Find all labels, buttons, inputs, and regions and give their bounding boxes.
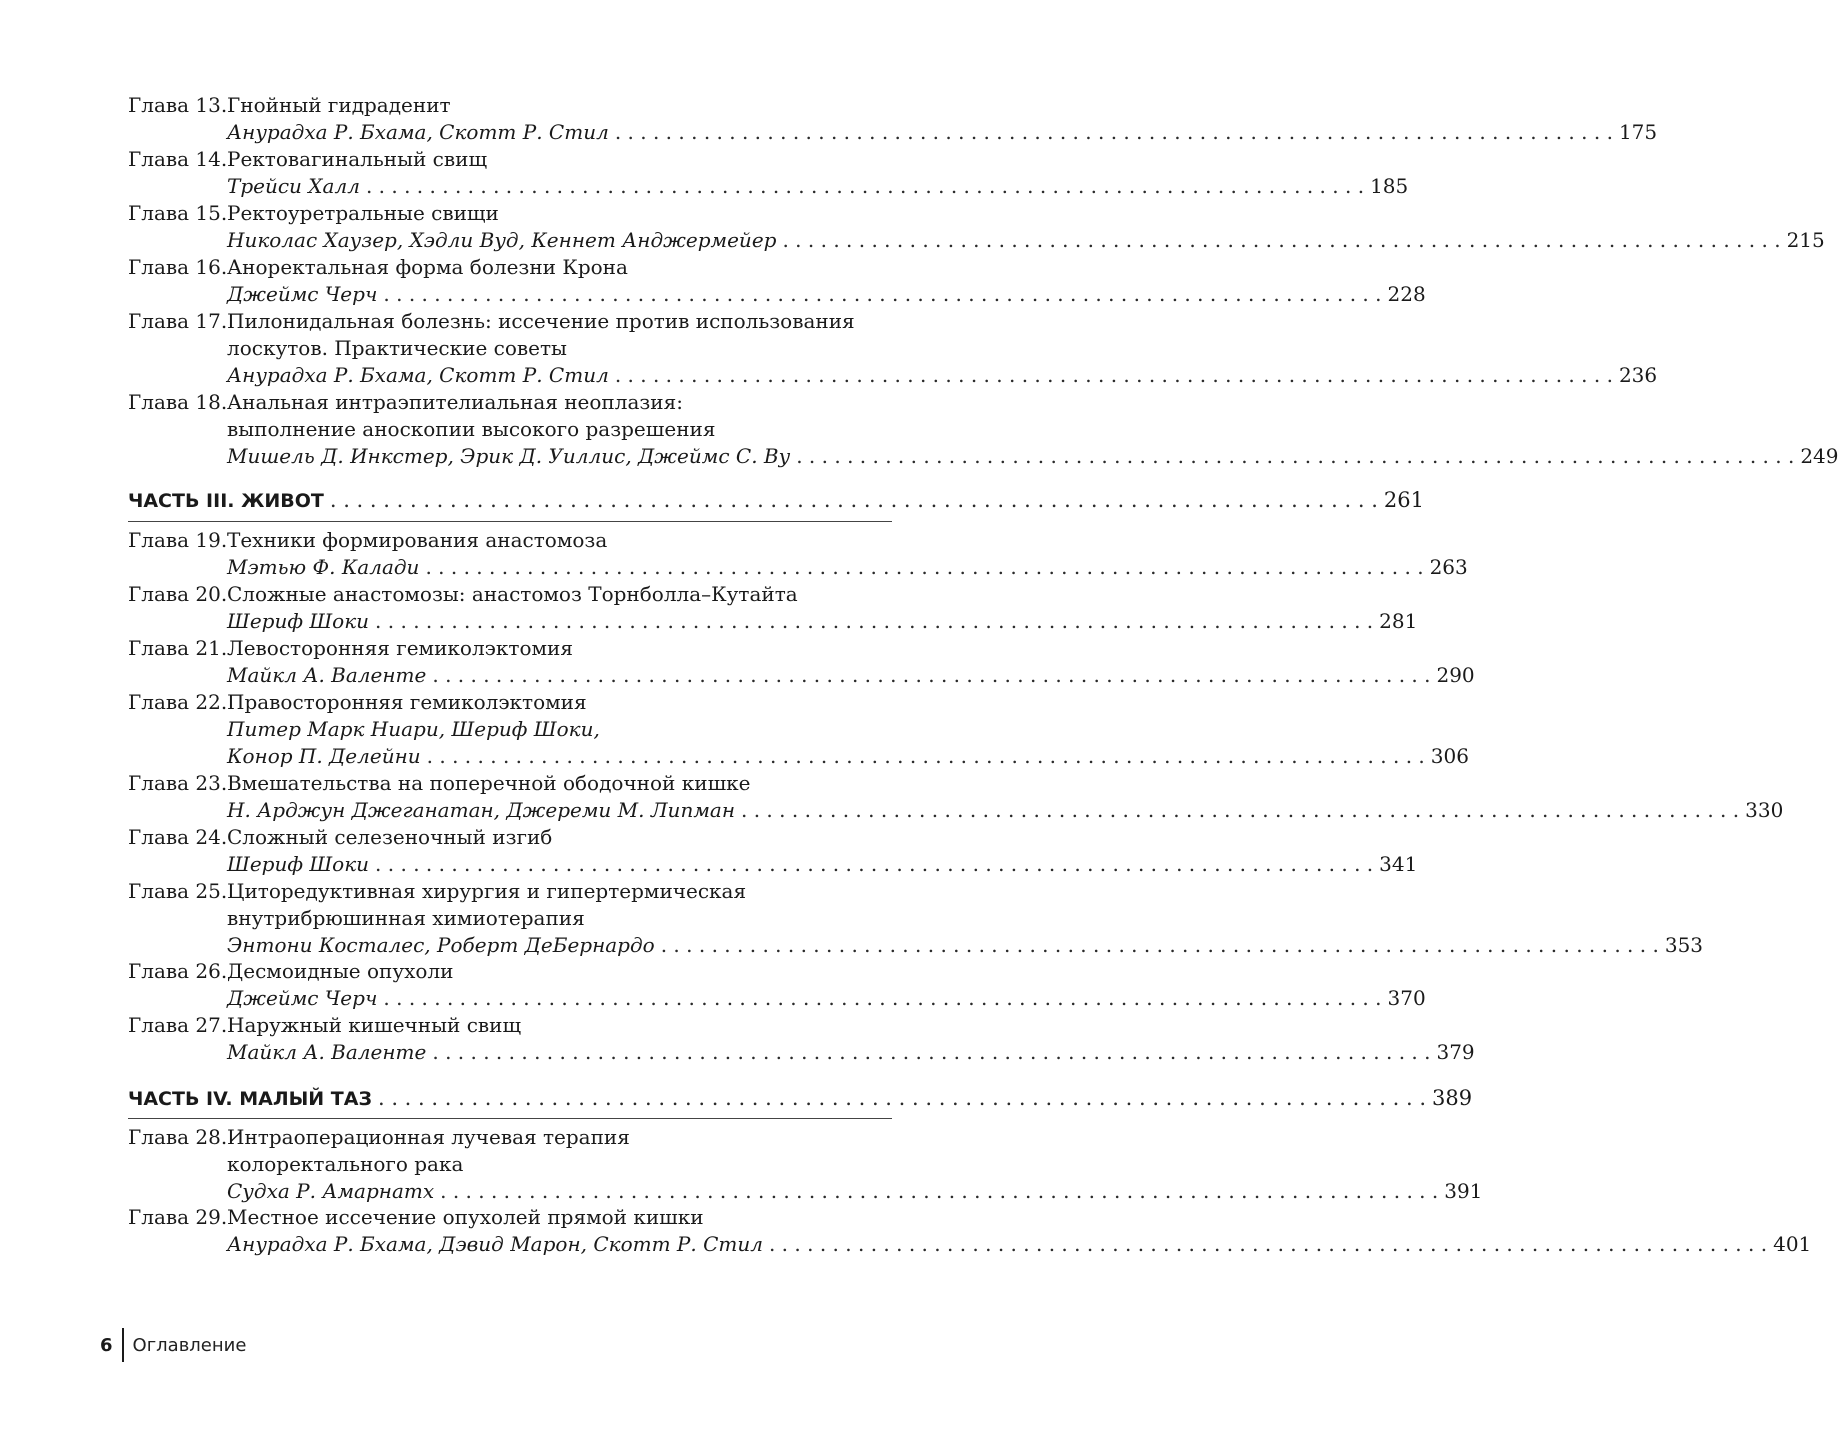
chapter-authors: Энтони Косталес, Роберт ДеБернардо [227,933,655,957]
dot-leader: . . . . . . . . . . . . . . . . . . . . . . . . . . . . . . . . . . . . . . . . . . . . . . . . . . . . . . . . . . . . . . . . . . . . . . . . . . . . . . . [796,444,1795,468]
page-number: 228 [1387,282,1426,306]
chapter-heading [128,958,892,985]
chapter-label: Глава 27. [128,1013,228,1037]
part-line [128,1083,1473,1113]
chapter-authors: Шериф Шоки [227,609,370,633]
chapter-authors: Джеймс Черч [227,986,378,1010]
chapter-label: Глава 24. [128,825,228,849]
part-divider [128,1118,892,1119]
page-number: 341 [1379,852,1418,876]
dot-leader: . . . . . . . . . . . . . . . . . . . . . . . . . . . . . . . . . . . . . . . . . . . . . . . . . . . . . . . . . . . . . . . . . . . . . . . . . . . . . . . [375,852,1374,876]
page-number: 391 [1444,1179,1483,1203]
dot-leader: . . . . . . . . . . . . . . . . . . . . . . . . . . . . . . . . . . . . . . . . . . . . . . . . . . . . . . . . . . . . . . . . . . . . . . . . . . . . . . . [426,744,1425,768]
page-number: 401 [1773,1232,1812,1256]
page-number: 185 [1370,174,1409,198]
chapter-title: Интраоперационная лучевая терапия [227,1125,630,1149]
dot-leader: . . . . . . . . . . . . . . . . . . . . . . . . . . . . . . . . . . . . . . . . . . . . . . . . . . . . . . . . . . . . . . . . . . . . . . . . . . . . . . . [440,1179,1439,1203]
author-line [227,1231,1812,1258]
chapter-label: Глава 13. [128,93,228,117]
chapter-heading [128,1012,892,1039]
page-number: 281 [1379,609,1418,633]
chapter-title: Местное иссечение опухолей прямой кишки [227,1205,704,1229]
chapter-title: Вмешательства на поперечной ободочной кишке [227,771,751,795]
page-number: 389 [1432,1086,1473,1110]
dot-leader: . . . . . . . . . . . . . . . . . . . . . . . . . . . . . . . . . . . . . . . . . . . . . . . . . . . . . . . . . . . . . . . . . . . . . . . . . . . . . . . [432,663,1431,687]
chapter-heading [128,254,892,281]
author-line [227,985,1426,1012]
author-line [227,554,1468,581]
chapter-title-continuation: внутрибрюшинная химиотерапия [227,906,585,930]
chapter-authors: Николас Хаузер, Хэдли Вуд, Кеннет Анджермейер [227,228,777,252]
page-number: 290 [1436,663,1475,687]
chapter-authors: Мэтью Ф. Калади [227,555,420,579]
author-line [227,227,1825,254]
dot-leader: . . . . . . . . . . . . . . . . . . . . . . . . . . . . . . . . . . . . . . . . . . . . . . . . . . . . . . . . . . . . . . . . . . . . . . . . . . . . . . . [329,488,1378,512]
chapter-title: Левосторонняя гемиколэктомия [227,636,573,660]
chapter-authors-first-line: Питер Марк Ниари, Шериф Шоки, [227,717,600,741]
page-number: 370 [1387,986,1426,1010]
author-line [227,119,1658,146]
chapter-title: Гнойный гидраденит [227,93,451,117]
chapter-label: Глава 22. [128,690,228,714]
author-line [227,281,1426,308]
dot-leader: . . . . . . . . . . . . . . . . . . . . . . . . . . . . . . . . . . . . . . . . . . . . . . . . . . . . . . . . . . . . . . . . . . . . . . . . . . . . . . . [768,1232,1768,1256]
chapter-heading [128,200,892,227]
chapter-label: Глава 26. [128,959,228,983]
author-line [227,797,1784,824]
chapter-label: Глава 19. [128,528,228,552]
chapter-title: Циторедуктивная хирургия и гипертермическая [227,879,747,903]
author-line [227,1039,1475,1066]
footer-page-number: 6 [100,1334,113,1356]
dot-leader: . . . . . . . . . . . . . . . . . . . . . . . . . . . . . . . . . . . . . . . . . . . . . . . . . . . . . . . . . . . . . . . . . . . . . . . . . . . . . . . [782,228,1781,252]
chapter-label: Глава 21. [128,636,228,660]
chapter-title: Правосторонняя гемиколэктомия [227,690,587,714]
page-number: 379 [1436,1040,1475,1064]
page-number: 353 [1664,933,1704,957]
chapter-authors: Анурадха Р. Бхама, Скотт Р. Стил [227,120,609,144]
author-line [227,1178,1483,1205]
chapter-authors: Мишель Д. Инкстер, Эрик Д. Уиллис, Джеймс С. Ву [227,444,791,468]
chapter-heading [128,689,892,716]
chapter-heading [128,527,892,554]
chapter-heading [128,389,892,416]
footer-section-title: Оглавление [132,1334,247,1356]
dot-leader: . . . . . . . . . . . . . . . . . . . . . . . . . . . . . . . . . . . . . . . . . . . . . . . . . . . . . . . . . . . . . . . . . . . . . . . . . . . . . . . [660,933,1659,957]
dot-leader: . . . . . . . . . . . . . . . . . . . . . . . . . . . . . . . . . . . . . . . . . . . . . . . . . . . . . . . . . . . . . . . . . . . . . . . . . . . . . . . [383,986,1382,1010]
chapter-heading [128,635,892,662]
chapter-heading [128,878,892,905]
chapter-label: Глава 23. [128,771,228,795]
chapter-label: Глава 14. [128,147,228,171]
author-line [227,173,1409,200]
chapter-label: Глава 16. [128,255,228,279]
author-line [227,743,1469,770]
page-number: 175 [1618,120,1658,144]
chapter-label: Глава 20. [128,582,228,606]
author-line [227,851,1418,878]
dot-leader: . . . . . . . . . . . . . . . . . . . . . . . . . . . . . . . . . . . . . . . . . . . . . . . . . . . . . . . . . . . . . . . . . . . . . . . . . . . . . . . [425,555,1424,579]
chapter-title: Техники формирования анастомоза [227,528,608,552]
part-divider [128,521,892,522]
chapter-authors: Трейси Халл [227,174,360,198]
chapter-title: Ректовагинальный свищ [227,147,488,171]
chapter-heading [128,1124,892,1151]
chapter-title: Десмоидные опухоли [227,959,454,983]
page-number: 249 [1800,444,1839,468]
page-number: 306 [1430,744,1469,768]
page-number: 261 [1383,488,1424,512]
chapter-label: Глава 29. [128,1205,228,1229]
author-line [227,662,1475,689]
author-line [227,608,1418,635]
chapter-authors: Анурадха Р. Бхама, Скотт Р. Стил [227,363,609,387]
page-number: 330 [1745,798,1784,822]
page-number: 263 [1429,555,1468,579]
chapter-title-continuation: колоректального рака [227,1152,464,1176]
dot-leader: . . . . . . . . . . . . . . . . . . . . . . . . . . . . . . . . . . . . . . . . . . . . . . . . . . . . . . . . . . . . . . . . . . . . . . . . . . . . . . . [365,174,1365,198]
chapter-title-continuation: лоскутов. Практические советы [227,336,567,360]
author-line [227,443,1839,470]
page-number: 215 [1786,228,1825,252]
chapter-heading [128,92,892,119]
part-line [128,485,1424,515]
chapter-title: Ректоуретральные свищи [227,201,499,225]
dot-leader: . . . . . . . . . . . . . . . . . . . . . . . . . . . . . . . . . . . . . . . . . . . . . . . . . . . . . . . . . . . . . . . . . . . . . . . . . . . . . . . [432,1040,1431,1064]
chapter-heading [128,1204,892,1231]
chapter-title-continuation: выполнение аноскопии высокого разрешения [227,417,716,441]
chapter-title: Аноректальная форма болезни Крона [227,255,628,279]
part-title: ЧАСТЬ IV. МАЛЫЙ ТАЗ [128,1088,372,1110]
chapter-authors: Анурадха Р. Бхама, Дэвид Марон, Скотт Р. Стил [227,1232,763,1256]
chapter-heading [128,824,892,851]
chapter-title: Анальная интраэпителиальная неоплазия: [227,390,683,414]
chapter-authors: Майкл А. Валенте [227,663,427,687]
chapter-label: Глава 15. [128,201,228,225]
dot-leader: . . . . . . . . . . . . . . . . . . . . . . . . . . . . . . . . . . . . . . . . . . . . . . . . . . . . . . . . . . . . . . . . . . . . . . . . . . . . . . . [614,363,1613,387]
chapter-title: Пилонидальная болезнь: иссечение против использования [227,309,855,333]
chapter-heading [128,581,892,608]
chapter-heading [128,308,892,335]
chapter-title: Сложные анастомозы: анастомоз Торнболла–Кутайта [227,582,798,606]
chapter-authors: Шериф Шоки [227,852,370,876]
dot-leader: . . . . . . . . . . . . . . . . . . . . . . . . . . . . . . . . . . . . . . . . . . . . . . . . . . . . . . . . . . . . . . . . . . . . . . . . . . . . . . . [377,1086,1427,1110]
chapter-label: Глава 17. [128,309,228,333]
chapter-authors: Н. Арджун Джеганатан, Джереми М. Липман [227,798,735,822]
chapter-authors: Майкл А. Валенте [227,1040,427,1064]
chapter-label: Глава 28. [128,1125,228,1149]
chapter-authors: Джеймс Черч [227,282,378,306]
page-number: 236 [1618,363,1658,387]
chapter-title: Наружный кишечный свищ [227,1013,522,1037]
dot-leader: . . . . . . . . . . . . . . . . . . . . . . . . . . . . . . . . . . . . . . . . . . . . . . . . . . . . . . . . . . . . . . . . . . . . . . . . . . . . . . . [383,282,1382,306]
author-line [227,932,1704,959]
chapter-label: Глава 18. [128,390,228,414]
chapter-heading [128,770,892,797]
author-line [227,362,1658,389]
chapter-heading [128,146,892,173]
chapter-authors: Судха Р. Амарнатх [227,1179,435,1203]
dot-leader: . . . . . . . . . . . . . . . . . . . . . . . . . . . . . . . . . . . . . . . . . . . . . . . . . . . . . . . . . . . . . . . . . . . . . . . . . . . . . . . [375,609,1374,633]
chapter-label: Глава 25. [128,879,228,903]
page-footer [100,1328,246,1362]
dot-leader: . . . . . . . . . . . . . . . . . . . . . . . . . . . . . . . . . . . . . . . . . . . . . . . . . . . . . . . . . . . . . . . . . . . . . . . . . . . . . . . [741,798,1740,822]
chapter-title: Сложный селезеночный изгиб [227,825,553,849]
dot-leader: . . . . . . . . . . . . . . . . . . . . . . . . . . . . . . . . . . . . . . . . . . . . . . . . . . . . . . . . . . . . . . . . . . . . . . . . . . . . . . . [614,120,1613,144]
part-title: ЧАСТЬ III. ЖИВОТ [128,490,324,512]
chapter-authors: Конор П. Делейни [227,744,421,768]
